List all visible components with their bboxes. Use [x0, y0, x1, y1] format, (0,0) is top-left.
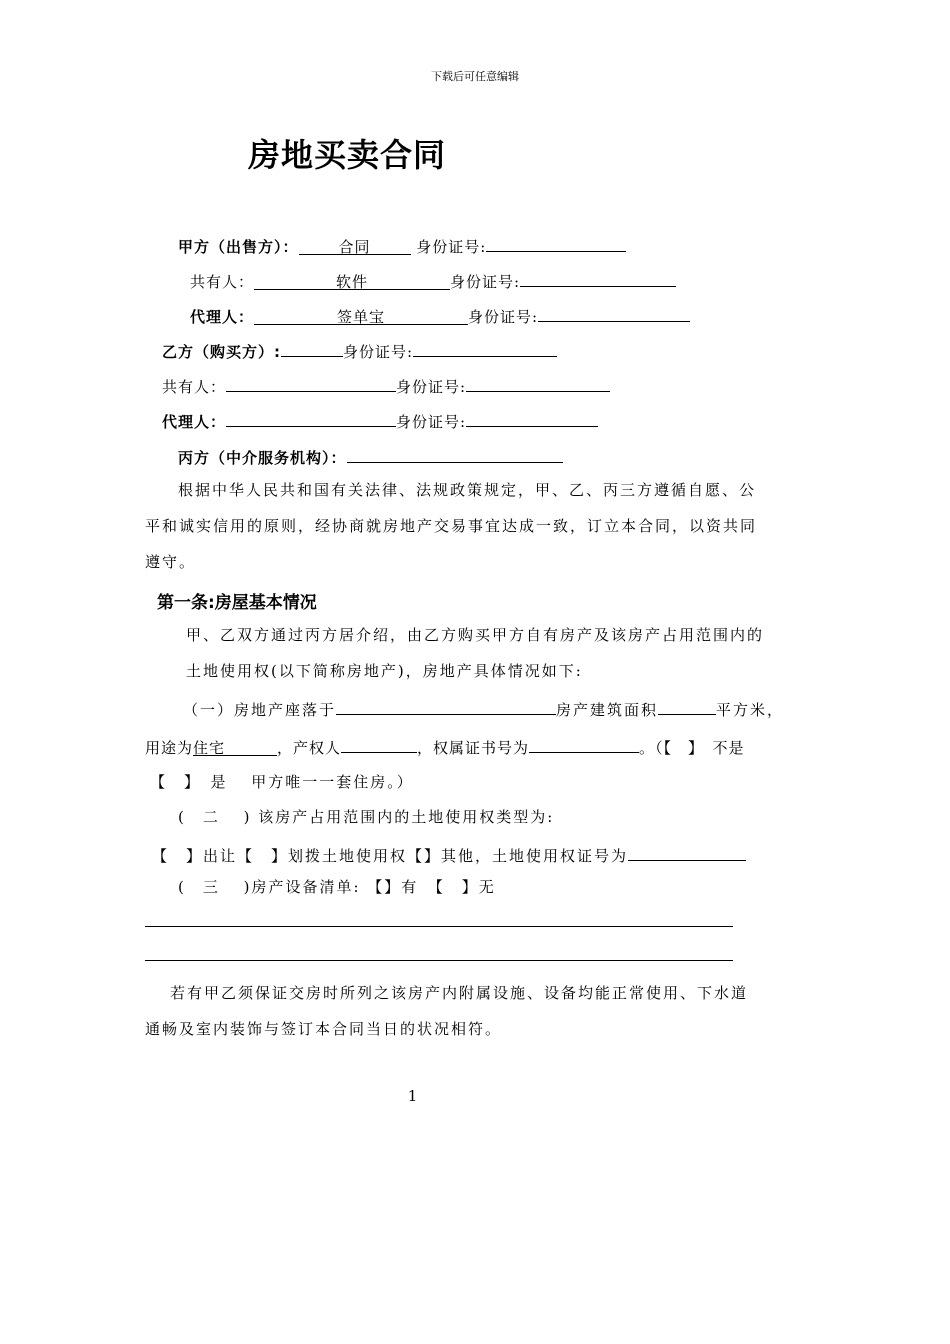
party-a-name-field[interactable]: 合同 [299, 237, 411, 255]
item-1-use-label: 用途为 [145, 739, 194, 757]
item-1-area-unit: 平方米， [716, 701, 785, 719]
party-b-label: 乙方（购买方）: [162, 343, 281, 361]
party-b-agent-field[interactable] [226, 409, 396, 427]
item-1-location-label: （一）房地产座落于 [183, 701, 337, 719]
party-b-agent-id-field[interactable] [466, 409, 598, 427]
party-a-label: 甲方（出售方）： [178, 238, 299, 256]
party-a-agent-row [190, 304, 690, 327]
party-a-id-label: 身份证号: [416, 238, 487, 256]
intro-line-2: 平和诚实信用的原则，经协商就房地产交易事宜达成一致，订立本合同，以资共同 [145, 517, 758, 535]
intro-line-1: 根据中华人民共和国有关法律、法规政策规定，甲、乙、丙三方遵循自愿、公 [178, 481, 757, 499]
party-b-name-field[interactable] [281, 339, 343, 357]
party-b-co-owner-label: 共有人： [162, 378, 227, 396]
note-line-1: 若有甲乙须保证交房时所列之该房产内附属设施、设备均能正常使用、下水道 [170, 984, 749, 1002]
party-b-co-owner-id-field[interactable] [466, 374, 610, 392]
party-a-agent-field[interactable]: 签单宝 [254, 307, 468, 325]
item-1-owner-field[interactable] [341, 735, 417, 753]
article-1-line-1: 甲、乙双方通过丙方居介绍，由乙方购买甲方自有房产及该房产占用范围内的 [186, 626, 765, 644]
header-note: 下载后可任意编辑 [431, 70, 519, 83]
item-1-area-label: 房产建筑面积 [556, 701, 659, 719]
item-3-equipment-list[interactable]: ( 三 )房产设备清单: 【】有 【 】无 [178, 878, 496, 896]
party-c-row [178, 445, 563, 468]
equipment-blank-line-2[interactable] [145, 960, 733, 961]
party-a-agent-label: 代理人： [190, 308, 255, 326]
item-2-cert-field[interactable] [628, 843, 746, 861]
item-1-owner-label: ，产权人 [277, 739, 342, 757]
party-c-label: 丙方（中介服务机构）： [178, 449, 347, 467]
item-1-location-field[interactable] [336, 697, 556, 715]
party-b-co-owner-id-label: 身份证号: [396, 378, 467, 396]
item-1-not-only-home-option[interactable]: 。（【 】 不是 [639, 739, 745, 757]
party-b-id-label: 身份证号: [343, 343, 414, 361]
document-title: 房地买卖合同 [248, 136, 447, 174]
party-a-co-owner-field[interactable]: 软件 [254, 272, 450, 290]
party-a-agent-id-label: 身份证号: [468, 308, 539, 326]
item-1-area-field[interactable] [658, 697, 716, 715]
item-1-row [183, 697, 784, 720]
party-b-co-owner-field[interactable] [226, 374, 396, 392]
party-b-id-field[interactable] [413, 339, 557, 357]
item-1-cert-field[interactable] [529, 735, 639, 753]
party-a-co-owner-label: 共有人： [190, 273, 255, 291]
intro-line-3: 遵守。 [145, 553, 197, 571]
party-a-co-owner-id-field[interactable] [520, 269, 676, 287]
item-2-options-row [152, 843, 746, 866]
page-number: 1 [407, 1087, 418, 1105]
item-2-options[interactable]: 【 】出让【 】划拨土地使用权【】其他，土地使用权证号为 [152, 847, 629, 865]
party-a-co-owner-id-label: 身份证号: [450, 273, 521, 291]
item-1-only-home-option[interactable]: 【 】 是 甲方唯一一套住房。） [150, 773, 414, 791]
article-1-heading: 第一条:房屋基本情况 [157, 593, 317, 613]
item-1-use-field[interactable]: 住宅 [193, 738, 277, 756]
party-a-co-owner-row [190, 269, 676, 292]
party-b-agent-row [162, 409, 598, 432]
party-c-field[interactable] [347, 445, 563, 463]
party-a-row [178, 234, 626, 257]
item-1-use-row [145, 735, 745, 758]
party-b-agent-label: 代理人： [162, 413, 227, 431]
article-1-line-2: 土地使用权(以下简称房地产)，房地产具体情况如下: [186, 662, 583, 680]
note-line-2: 通畅及室内装饰与签订本合同当日的状况相符。 [145, 1020, 503, 1038]
party-b-agent-id-label: 身份证号: [396, 413, 467, 431]
party-a-id-field[interactable] [486, 234, 626, 252]
item-1-cert-label: ，权属证书号为 [417, 739, 530, 757]
party-a-agent-id-field[interactable] [538, 304, 690, 322]
item-2-heading: ( 二 ) 该房产占用范围内的土地使用权类型为: [178, 808, 555, 826]
equipment-blank-line-1[interactable] [145, 926, 733, 927]
party-b-row [162, 339, 557, 362]
party-b-co-owner-row [162, 374, 610, 397]
